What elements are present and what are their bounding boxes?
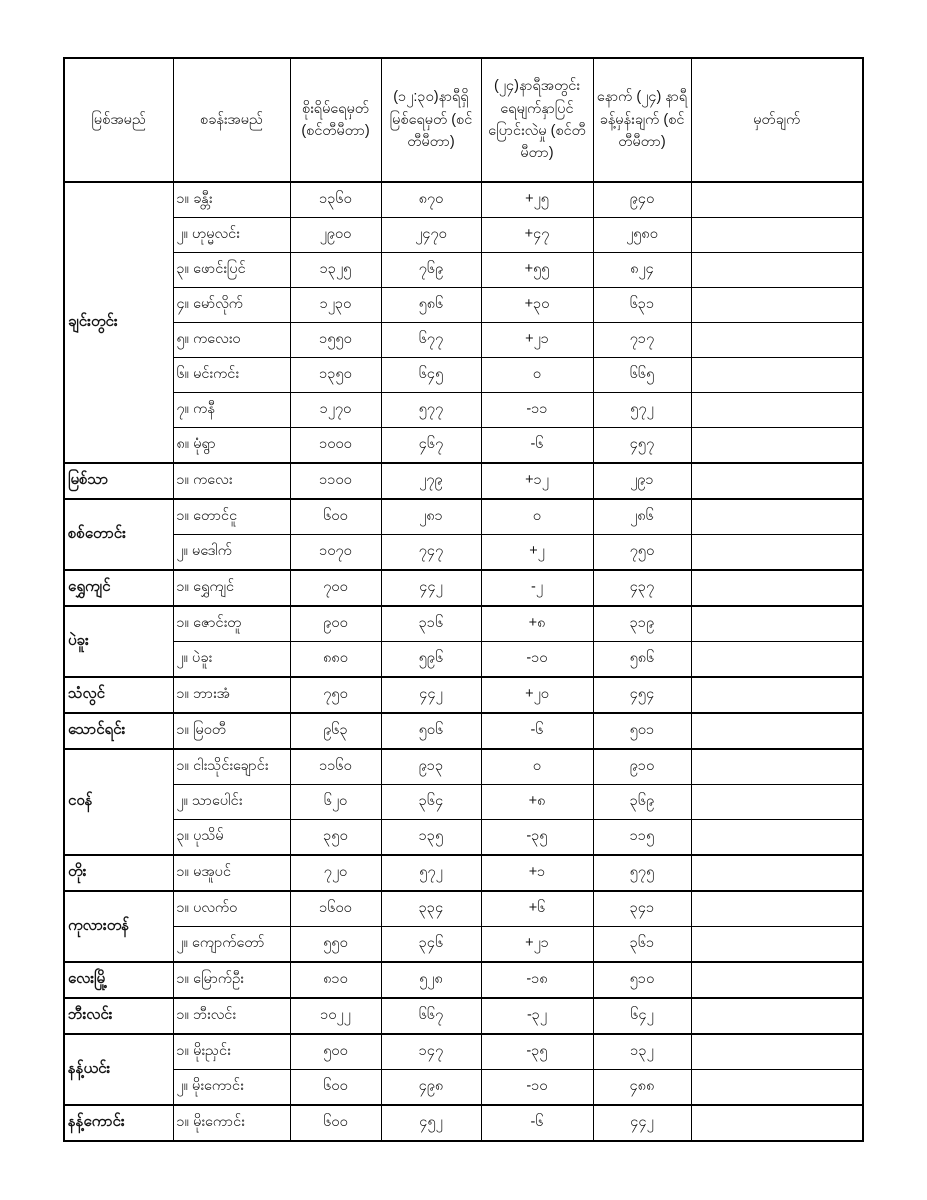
forecast-24h-cell: ၆၃၁ xyxy=(593,288,691,323)
change-24h-cell: +၁၂ xyxy=(481,463,593,499)
table-row xyxy=(64,998,863,1034)
station-name-cell: ၁။ ဇောင်းတူ xyxy=(173,606,290,642)
table-row xyxy=(64,253,863,288)
forecast-24h-cell: ၉၄၀ xyxy=(593,182,691,218)
remark-cell xyxy=(691,927,863,963)
table-row xyxy=(64,606,863,642)
table-row xyxy=(64,1034,863,1070)
column-header-change: (၂၄)နာရီအတွင်း ရေမျက်နှာပြင် ပြောင်းလဲမှု (စင်တီမီတာ) xyxy=(481,58,593,182)
remark-cell xyxy=(691,1034,863,1070)
table-row xyxy=(64,358,863,393)
table-row xyxy=(64,677,863,713)
change-24h-cell: -၁၀ xyxy=(481,1070,593,1106)
danger-level-cell: ၁၁၆၀ xyxy=(290,749,381,785)
danger-level-cell: ၁၂၃၀ xyxy=(290,288,381,323)
forecast-24h-cell: ၃၁၉ xyxy=(593,606,691,642)
current-level-cell: ၃၄၆ xyxy=(381,927,481,963)
remark-cell xyxy=(691,393,863,428)
forecast-24h-cell: ၃၆၁ xyxy=(593,927,691,963)
danger-level-cell: ၁၀၇၀ xyxy=(290,535,381,571)
station-name-cell: ၂။ ပဲခူး xyxy=(173,642,290,678)
danger-level-cell: ၇၅၀ xyxy=(290,677,381,713)
remark-cell xyxy=(691,891,863,927)
current-level-cell: ၆၇၇ xyxy=(381,323,481,358)
change-24h-cell: -၁၈ xyxy=(481,962,593,998)
station-name-cell: ၃။ ပုသိမ် xyxy=(173,820,290,856)
remark-cell xyxy=(691,358,863,393)
current-level-cell: ၁၃၅ xyxy=(381,820,481,856)
table-row xyxy=(64,288,863,323)
remark-cell xyxy=(691,1070,863,1106)
forecast-24h-cell: ၂၅၈၀ xyxy=(593,218,691,253)
remark-cell xyxy=(691,182,863,218)
station-name-cell: ၁။ ပလက်ဝ xyxy=(173,891,290,927)
current-level-cell: ၆၄၅ xyxy=(381,358,481,393)
forecast-24h-cell: ၄၈၈ xyxy=(593,1070,691,1106)
forecast-24h-cell: ၂၈၆ xyxy=(593,499,691,535)
change-24h-cell: ၀ xyxy=(481,499,593,535)
current-level-cell: ၂၄၇၀ xyxy=(381,218,481,253)
remark-cell xyxy=(691,570,863,606)
table-row xyxy=(64,785,863,820)
change-24h-cell: +၂၀ xyxy=(481,677,593,713)
forecast-24h-cell: ၅၇၂ xyxy=(593,393,691,428)
current-level-cell: ၅၇၇ xyxy=(381,393,481,428)
forecast-24h-cell: ၄၅၄ xyxy=(593,677,691,713)
column-header-current: (၁၂:၃၀)နာရီရှိ မြစ်ရေမှတ် (စင်တီမီတာ) xyxy=(381,58,481,182)
remark-cell xyxy=(691,499,863,535)
column-header-remark: မှတ်ချက် xyxy=(691,58,863,182)
change-24h-cell: +၄၇ xyxy=(481,218,593,253)
table-row xyxy=(64,182,863,218)
danger-level-cell: ၆၀၀ xyxy=(290,1070,381,1106)
station-name-cell: ၂။ မဒေါက် xyxy=(173,535,290,571)
forecast-24h-cell: ၅၁၀ xyxy=(593,962,691,998)
river-name-cell: သောင်ရင်း xyxy=(64,713,173,749)
river-name-cell: ဘီးလင်း xyxy=(64,998,173,1034)
danger-level-cell: ၁၀၂၂ xyxy=(290,998,381,1034)
change-24h-cell: +၆ xyxy=(481,891,593,927)
river-name-cell: ရွှေကျင် xyxy=(64,570,173,606)
current-level-cell: ၆၆၇ xyxy=(381,998,481,1034)
change-24h-cell: -၁၀ xyxy=(481,642,593,678)
river-name-cell: နန့်ယင်း xyxy=(64,1034,173,1105)
remark-cell xyxy=(691,962,863,998)
forecast-24h-cell: ၃၄၁ xyxy=(593,891,691,927)
table-row xyxy=(64,749,863,785)
current-level-cell: ၅၀၆ xyxy=(381,713,481,749)
forecast-24h-cell: ၂၉၁ xyxy=(593,463,691,499)
forecast-24h-cell: ၆၆၅ xyxy=(593,358,691,393)
table-row xyxy=(64,1105,863,1141)
station-name-cell: ၁။ ကလေး xyxy=(173,463,290,499)
current-level-cell: ၇၆၉ xyxy=(381,253,481,288)
current-level-cell: ၉၁၃ xyxy=(381,749,481,785)
current-level-cell: ၈၇၀ xyxy=(381,182,481,218)
forecast-24h-cell: ၄၃၇ xyxy=(593,570,691,606)
danger-level-cell: ၁၅၅၀ xyxy=(290,323,381,358)
current-level-cell: ၅၈၆ xyxy=(381,288,481,323)
column-header-forecast: နောက် (၂၄) နာရီ ခန့်မှန်းချက် (စင်တီမီတာ) xyxy=(593,58,691,182)
current-level-cell: ၄၄၂ xyxy=(381,677,481,713)
table-row xyxy=(64,393,863,428)
station-name-cell: ၂။ ကျောက်တော် xyxy=(173,927,290,963)
change-24h-cell: +၈ xyxy=(481,606,593,642)
table-row xyxy=(64,218,863,253)
forecast-24h-cell: ၅၀၁ xyxy=(593,713,691,749)
river-name-cell: လေးမြို့ xyxy=(64,962,173,998)
table-row xyxy=(64,891,863,927)
remark-cell xyxy=(691,218,863,253)
danger-level-cell: ၇၂၀ xyxy=(290,855,381,891)
forecast-24h-cell: ၃၆၉ xyxy=(593,785,691,820)
forecast-24h-cell: ၁၁၅ xyxy=(593,820,691,856)
station-name-cell: ၁။ မိုးကောင်း xyxy=(173,1105,290,1141)
danger-level-cell: ၁၃၂၅ xyxy=(290,253,381,288)
danger-level-cell: ၁၆၀၀ xyxy=(290,891,381,927)
danger-level-cell: ၅၀၀ xyxy=(290,1034,381,1070)
remark-cell xyxy=(691,785,863,820)
remark-cell xyxy=(691,288,863,323)
danger-level-cell: ၂၉၀၀ xyxy=(290,218,381,253)
station-name-cell: ၁။ တောင်ငူ xyxy=(173,499,290,535)
remark-cell xyxy=(691,713,863,749)
table-row xyxy=(64,499,863,535)
current-level-cell: ၅၇၂ xyxy=(381,855,481,891)
station-name-cell: ၁။ မြောက်ဦး xyxy=(173,962,290,998)
station-name-cell: ၆။ မင်းကင်း xyxy=(173,358,290,393)
remark-cell xyxy=(691,642,863,678)
current-level-cell: ၄၆၇ xyxy=(381,428,481,464)
river-name-cell: ကုလားတန် xyxy=(64,891,173,962)
station-name-cell: ၅။ ကလေးဝ xyxy=(173,323,290,358)
forecast-24h-cell: ၉၁၀ xyxy=(593,749,691,785)
change-24h-cell: +၂၅ xyxy=(481,182,593,218)
current-level-cell: ၃၆၄ xyxy=(381,785,481,820)
current-level-cell: ၃၃၄ xyxy=(381,891,481,927)
remark-cell xyxy=(691,749,863,785)
remark-cell xyxy=(691,677,863,713)
station-name-cell: ၈။ မုံရွာ xyxy=(173,428,290,464)
table-row xyxy=(64,642,863,678)
river-name-cell: သံလွင် xyxy=(64,677,173,713)
change-24h-cell: -၃၅ xyxy=(481,1034,593,1070)
danger-level-cell: ၆၂၀ xyxy=(290,785,381,820)
change-24h-cell: ၀ xyxy=(481,358,593,393)
danger-level-cell: ၆၀၀ xyxy=(290,499,381,535)
danger-level-cell: ၇၀၀ xyxy=(290,570,381,606)
current-level-cell: ၅၂၈ xyxy=(381,962,481,998)
river-name-cell: ချင်းတွင်း xyxy=(64,182,173,463)
forecast-24h-cell: ၁၃၂ xyxy=(593,1034,691,1070)
change-24h-cell: +၁ xyxy=(481,855,593,891)
station-name-cell: ၄။ မော်လိုက် xyxy=(173,288,290,323)
header-row xyxy=(64,58,863,182)
change-24h-cell: -၃၂ xyxy=(481,998,593,1034)
danger-level-cell: ၉၀၀ xyxy=(290,606,381,642)
current-level-cell: ၄၅၂ xyxy=(381,1105,481,1141)
column-header-station: စခန်းအမည် xyxy=(173,58,290,182)
change-24h-cell: +၂၁ xyxy=(481,323,593,358)
forecast-24h-cell: ၆၄၂ xyxy=(593,998,691,1034)
current-level-cell: ၂၈၁ xyxy=(381,499,481,535)
forecast-24h-cell: ၄၄၂ xyxy=(593,1105,691,1141)
danger-level-cell: ၁၃၆၀ xyxy=(290,182,381,218)
danger-level-cell: ၈၁၀ xyxy=(290,962,381,998)
station-name-cell: ၁။ ခန္တီး xyxy=(173,182,290,218)
change-24h-cell: +၃၀ xyxy=(481,288,593,323)
table-row xyxy=(64,1070,863,1106)
change-24h-cell: -၁၁ xyxy=(481,393,593,428)
station-name-cell: ၂။ မိုးကောင်း xyxy=(173,1070,290,1106)
forecast-24h-cell: ၄၅၇ xyxy=(593,428,691,464)
danger-level-cell: ၃၅၀ xyxy=(290,820,381,856)
change-24h-cell: -၆ xyxy=(481,1105,593,1141)
table-row xyxy=(64,713,863,749)
station-name-cell: ၁။ ရွှေကျင် xyxy=(173,570,290,606)
table-row xyxy=(64,463,863,499)
change-24h-cell: -၆ xyxy=(481,713,593,749)
table-row xyxy=(64,428,863,464)
current-level-cell: ၂၇၉ xyxy=(381,463,481,499)
station-name-cell: ၁။ ဘီးလင်း xyxy=(173,998,290,1034)
table-row xyxy=(64,323,863,358)
current-level-cell: ၁၄၇ xyxy=(381,1034,481,1070)
remark-cell xyxy=(691,253,863,288)
table-row xyxy=(64,570,863,606)
column-header-river: မြစ်အမည် xyxy=(64,58,173,182)
change-24h-cell: +၂၁ xyxy=(481,927,593,963)
river-name-cell: ပဲခူး xyxy=(64,606,173,677)
current-level-cell: ၇၄၇ xyxy=(381,535,481,571)
remark-cell xyxy=(691,323,863,358)
river-name-cell: ငဝန် xyxy=(64,749,173,855)
forecast-24h-cell: ၇၅၀ xyxy=(593,535,691,571)
current-level-cell: ၅၉၆ xyxy=(381,642,481,678)
table-row xyxy=(64,855,863,891)
danger-level-cell: ၈၈၀ xyxy=(290,642,381,678)
table-row xyxy=(64,962,863,998)
danger-level-cell: ၁၂၇၀ xyxy=(290,393,381,428)
change-24h-cell: -၂ xyxy=(481,570,593,606)
station-name-cell: ၁။ ငါးသိုင်းချောင်း xyxy=(173,749,290,785)
remark-cell xyxy=(691,535,863,571)
change-24h-cell: -၆ xyxy=(481,428,593,464)
change-24h-cell: +၂ xyxy=(481,535,593,571)
danger-level-cell: ၅၅၀ xyxy=(290,927,381,963)
remark-cell xyxy=(691,1105,863,1141)
column-header-danger: စိုးရိမ်ရေမှတ် (စင်တီမီတာ) xyxy=(290,58,381,182)
river-name-cell: နန့်ကောင်း xyxy=(64,1105,173,1141)
station-name-cell: ၁။ ဘားအံ xyxy=(173,677,290,713)
station-name-cell: ၁။ မိုးညှင်း xyxy=(173,1034,290,1070)
forecast-24h-cell: ၅၈၆ xyxy=(593,642,691,678)
river-name-cell: တိုး xyxy=(64,855,173,891)
remark-cell xyxy=(691,820,863,856)
river-name-cell: မြစ်သာ xyxy=(64,463,173,499)
river-name-cell: စစ်တောင်း xyxy=(64,499,173,570)
current-level-cell: ၄၄၂ xyxy=(381,570,481,606)
change-24h-cell: ၀ xyxy=(481,749,593,785)
remark-cell xyxy=(691,463,863,499)
remark-cell xyxy=(691,998,863,1034)
change-24h-cell: -၃၅ xyxy=(481,820,593,856)
river-water-level-table xyxy=(63,57,864,1142)
danger-level-cell: ၁၃၅၀ xyxy=(290,358,381,393)
remark-cell xyxy=(691,855,863,891)
current-level-cell: ၃၁၆ xyxy=(381,606,481,642)
current-level-cell: ၄၉၈ xyxy=(381,1070,481,1106)
station-name-cell: ၂။ သာပေါင်း xyxy=(173,785,290,820)
danger-level-cell: ၆၀၀ xyxy=(290,1105,381,1141)
remark-cell xyxy=(691,428,863,464)
station-name-cell: ၂။ ဟုမ္မလင်း xyxy=(173,218,290,253)
table-row xyxy=(64,820,863,856)
table-row xyxy=(64,927,863,963)
station-name-cell: ၁။ မြဝတီ xyxy=(173,713,290,749)
station-name-cell: ၃။ ဖောင်းပြင် xyxy=(173,253,290,288)
remark-cell xyxy=(691,606,863,642)
forecast-24h-cell: ၇၁၇ xyxy=(593,323,691,358)
table-row xyxy=(64,535,863,571)
station-name-cell: ၇။ ကနီ xyxy=(173,393,290,428)
change-24h-cell: +၈ xyxy=(481,785,593,820)
danger-level-cell: ၉၆၃ xyxy=(290,713,381,749)
change-24h-cell: +၅၅ xyxy=(481,253,593,288)
danger-level-cell: ၁၀၀၀ xyxy=(290,428,381,464)
danger-level-cell: ၁၁၀၀ xyxy=(290,463,381,499)
station-name-cell: ၁။ မအူပင် xyxy=(173,855,290,891)
forecast-24h-cell: ၅၇၅ xyxy=(593,855,691,891)
forecast-24h-cell: ၈၂၄ xyxy=(593,253,691,288)
